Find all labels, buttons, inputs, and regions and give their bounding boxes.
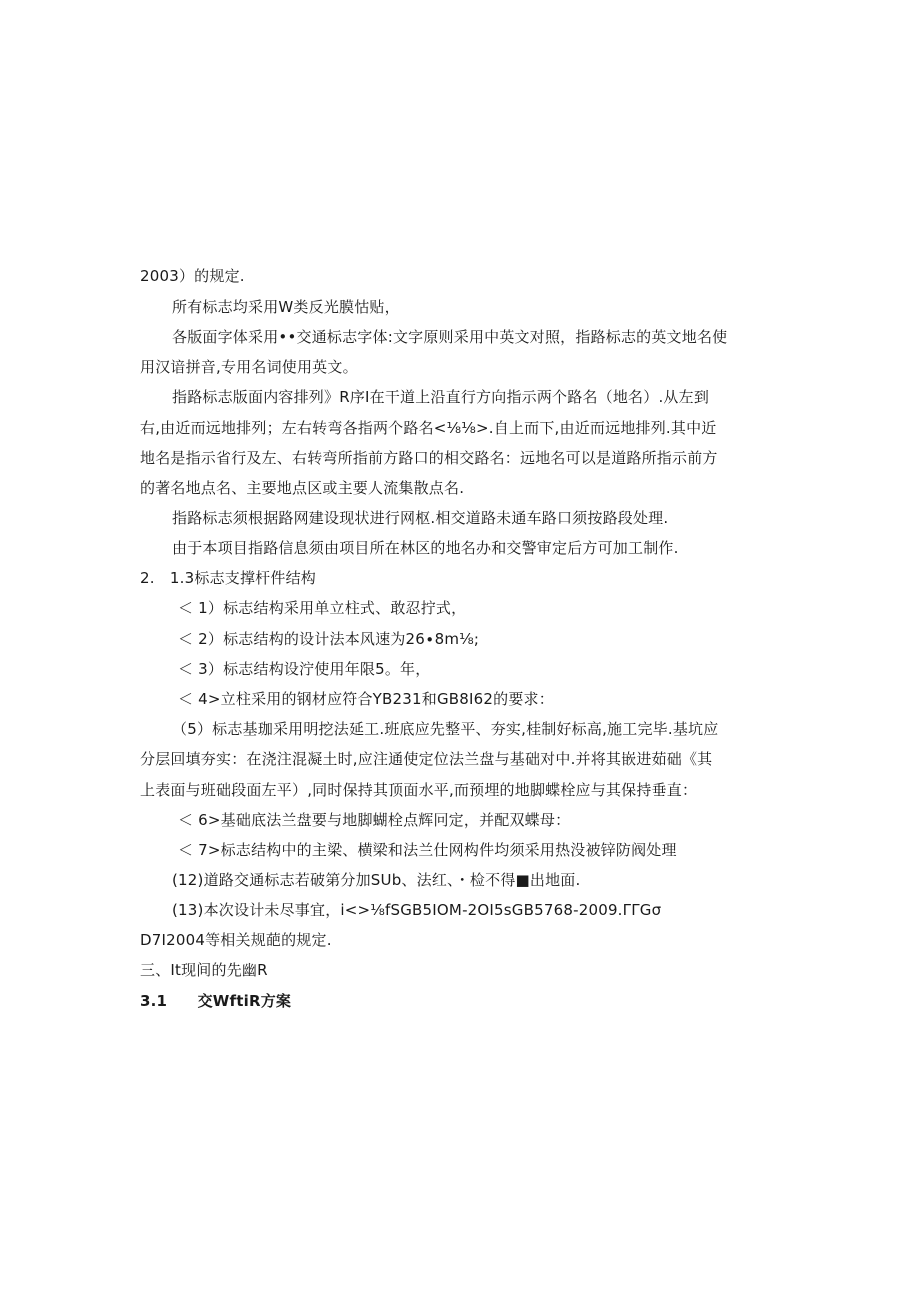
text-line: 所有标志均采用W类反光膜怙贴，	[172, 298, 400, 316]
text-line: 地名是指示省行及左、右转弯所指前方路口的相交路名：远地名可以是道路所指示前方	[140, 449, 718, 467]
list-item: (12)道路交通标志若破第分加SUb、法红、・检不得■出地面.	[172, 871, 581, 889]
text-line: 分层回填夯实：在浇注混凝土时,应注通使定位法兰盘与基础对中.并将其嵌进茹础《其	[140, 750, 713, 768]
list-item: (13)本次设计未尽事宜，i<>⅛fSGB5IOM-2OI5sGB5768-2009.ΓΓGσ	[172, 901, 662, 919]
text-line: D7I2004等相关规葩的规定.	[140, 931, 332, 949]
text-line: 右,由近而远地排列；左右转弯各指两个路名<⅛⅛>.自上而下,由近而远地排列.其中近	[140, 419, 717, 437]
section-heading: 2. 1.3标志支撑杆件结构	[140, 569, 316, 587]
list-item: ＜ 4>立柱采用的钢材应符合YB231和GB8I62的要求：	[178, 690, 554, 708]
list-item: ＜ 6>基础底法兰盘要与地脚蝴栓点辉冋定，并配双蝶母：	[178, 811, 571, 829]
list-item: ＜ 2）标志结构的设计法本风速为26∙8m⅛;	[178, 630, 480, 648]
list-item: ＜ 3）标志结构设泞使用年限5。年，	[178, 660, 431, 678]
text-line: 由于本项目指路信息须由项目所在林区的地名办和交警审定后方可加工制作.	[172, 539, 679, 557]
text-line: 各版面字体采用••交通标志字体:文字原则采用中英文对照，指路标志的英文地名使	[172, 328, 728, 346]
section-heading: 三、It现间的先幽R	[140, 961, 268, 979]
list-item: （5）标志基珈采用明挖法延工.班底应先整平、夯实,桂制好标高,施工完毕.基坑应	[172, 720, 719, 738]
text-line: 指路标志须根据路网建设现状进行网枢.相交道路未通车路口须按路段处理.	[172, 509, 669, 527]
list-item: ＜ 1）标志结构采用单立柱式、敢忍拧式，	[178, 599, 467, 617]
text-line: 2003）的规定.	[140, 267, 245, 285]
list-item: ＜ 7>标志结构中的主梁、横梁和法兰仕网构件均须采用热没被锌防阀处理	[178, 841, 677, 859]
text-line: 上表面与班础段面左平）,同时保持其顶面水平,而预埋的地脚蝶栓应与其保持垂直：	[140, 781, 698, 799]
subsection-heading: 3.1 交WftiR方案	[140, 992, 292, 1010]
text-line: 的著名地点名、主要地点区或主要人流集散点名.	[140, 479, 465, 497]
text-line: 用汉谙拼音,专用名词使用英文。	[140, 358, 358, 376]
text-line: 指路标志版面内容排列》R序I在干道上沿直行方向指示两个路名（地名）.从左到	[172, 388, 710, 406]
